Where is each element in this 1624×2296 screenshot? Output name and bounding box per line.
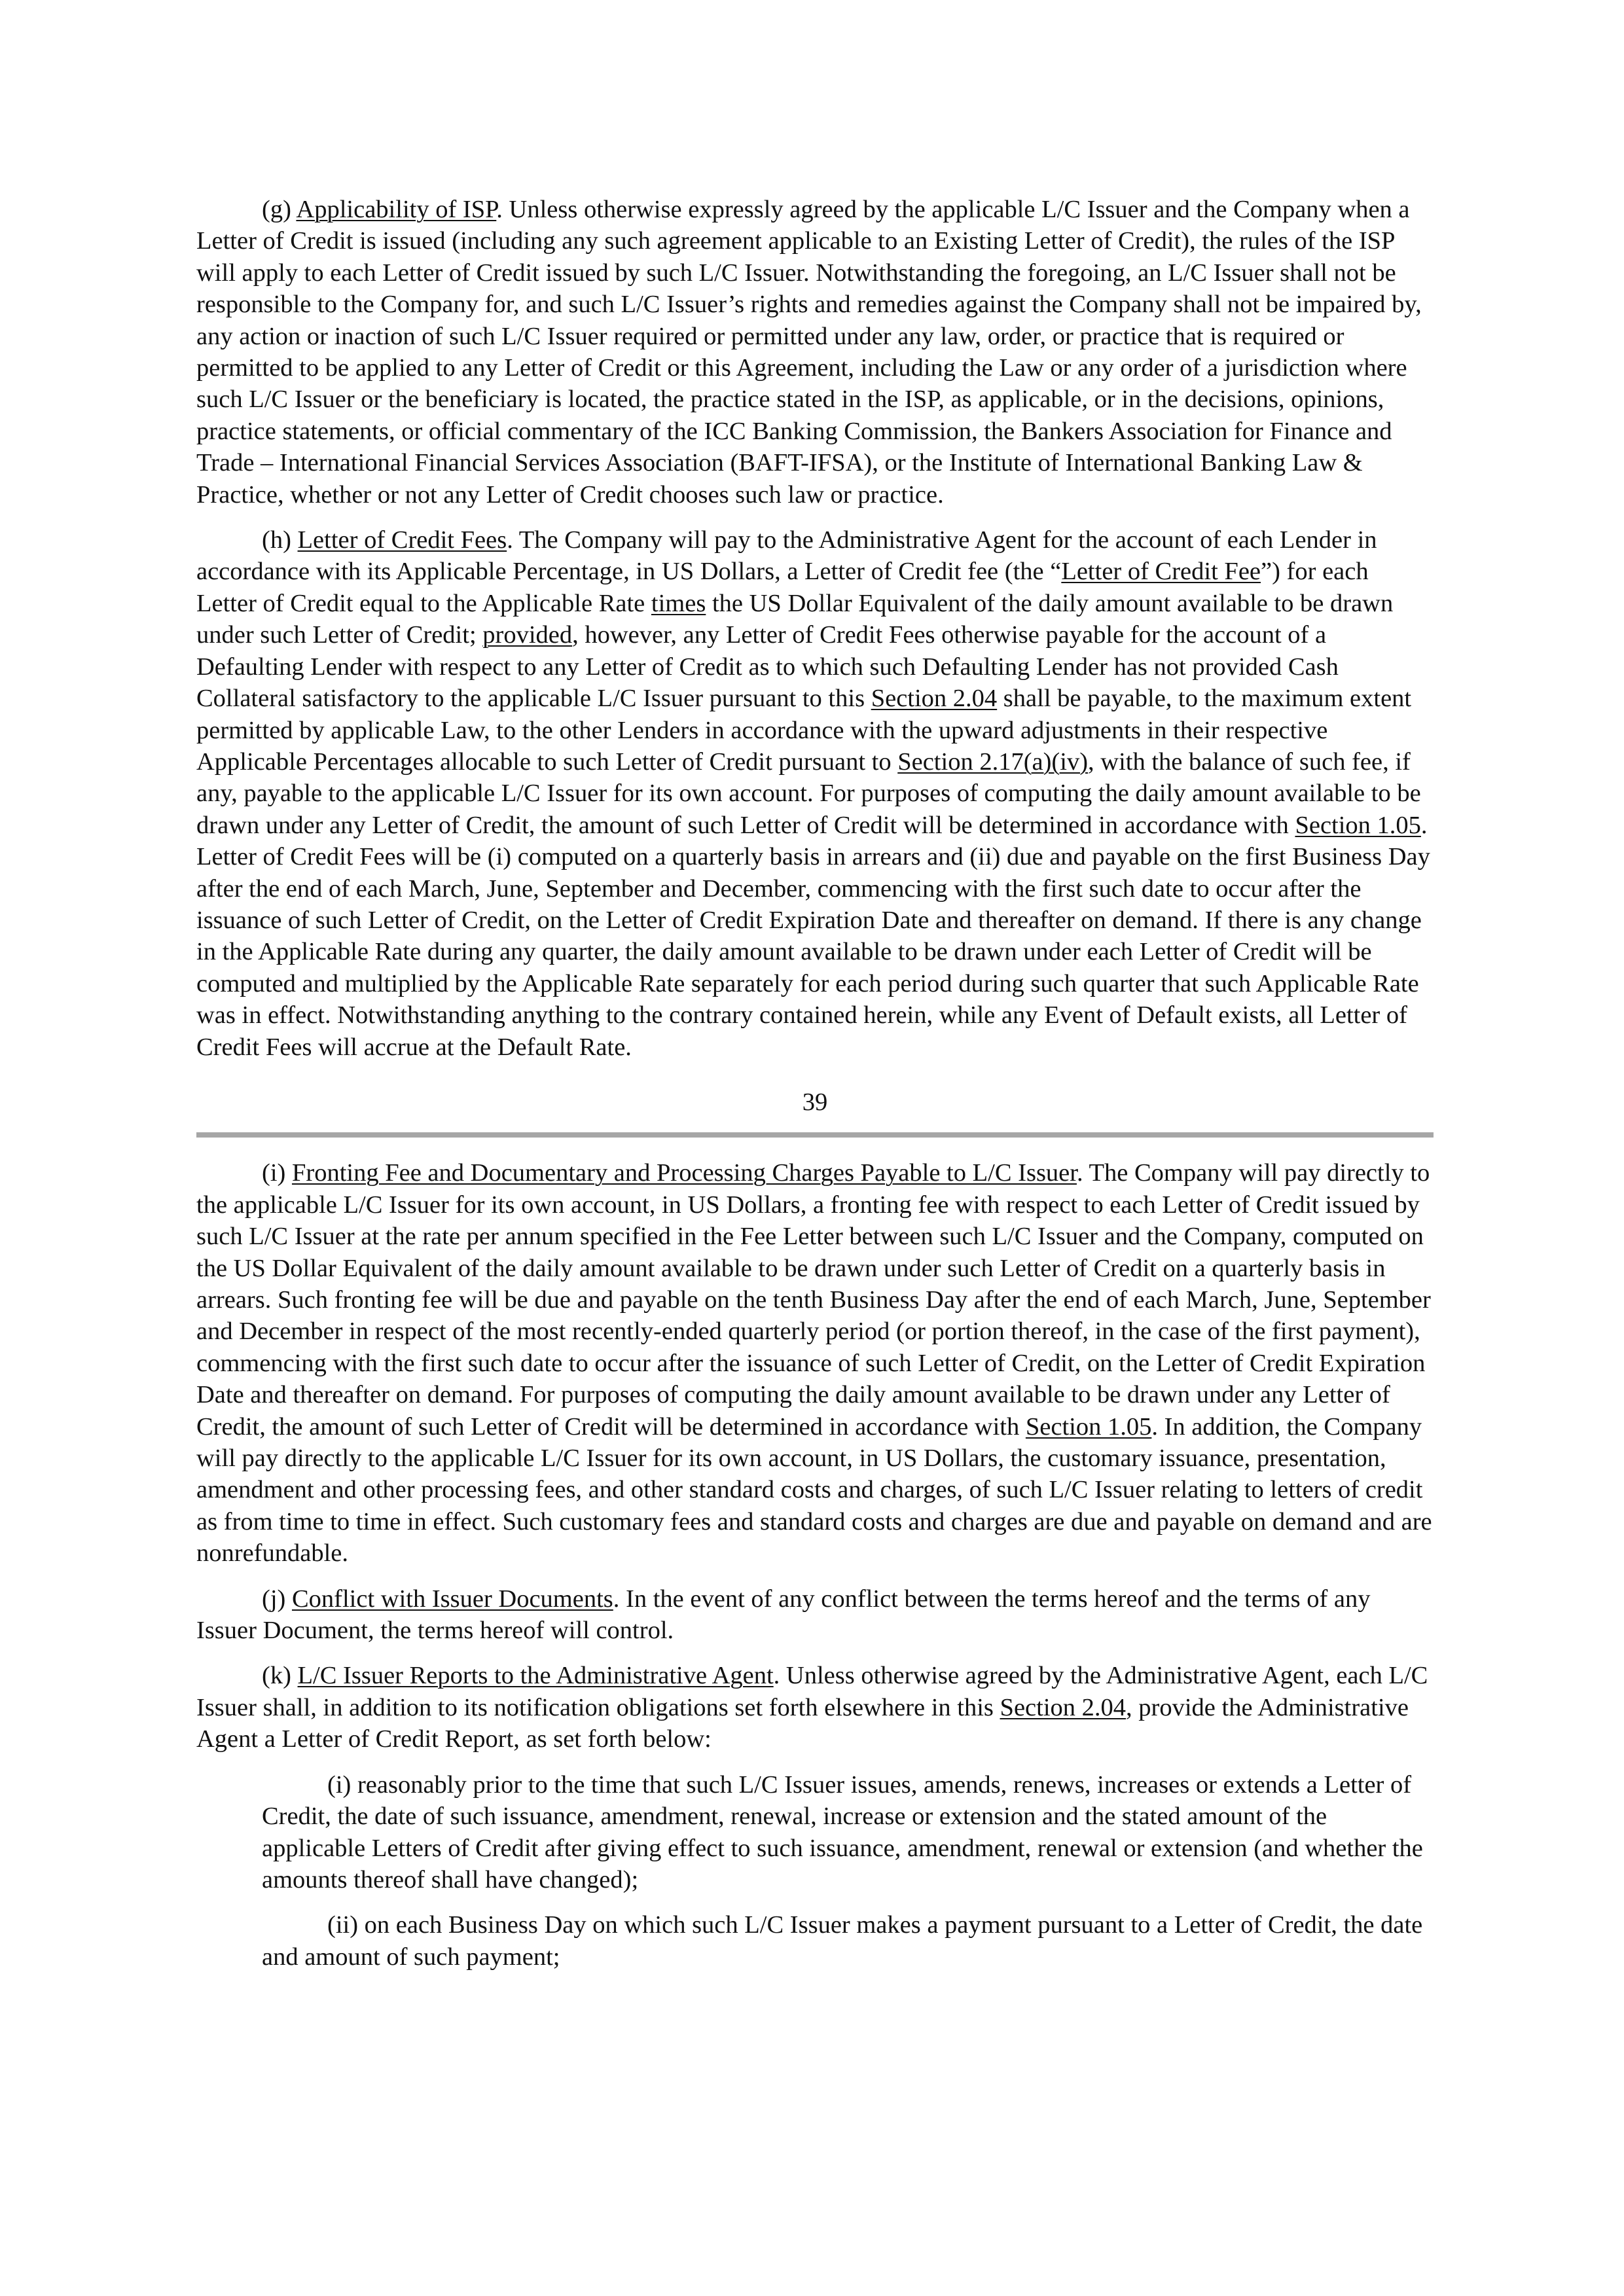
clause-text: . Letter of Credit Fees will be (i) computed on a quarterly basis in arrears and (ii) due and payable on the first Business Day after the end of each March, June, September and December, commencing with the first such date to occur after the issuance of such Letter of Credit, on the Letter of Credit Expiration Date and thereafter on demand. If there is any change in the Applicable Rate during any quarter, the daily amount available to be drawn under each Letter of Credit will be computed and multiplied by the Applicable Rate separately for each period during such quarter that such Applicable Rate was in effect. Notwithstanding anything to the contrary contained herein, while any Event of Default exists, all Letter of Credit Fees will accrue at the Default Rate. [196,811,1430,1061]
clause-h [196,524,1434,1063]
clause-text: . The Company will pay to the Administrative Agent for the account of each Lender in accordance with its Applicable Percentage, in US Dollars, a Letter of Credit fee (the “ [196,526,1377,586]
clause-number: (k) [262,1662,291,1690]
section-reference: Section 1.05 [1295,811,1421,839]
clause-text: , provide the Administrative Agent a Letter of Credit Report, as set forth below: [196,1693,1409,1753]
emphasis-term: times [651,589,706,617]
section-reference: Section 2.04 [871,685,998,713]
subclause-k-ii: (ii) on each Business Day on which such L/C Issuer makes a payment pursuant to a Letter of Credit, the date and amount of such payment; [262,1911,1423,1971]
page-divider [196,1132,1434,1138]
clause-text: the US Dollar Equivalent of the daily amount available to be drawn under such Letter of Credit; [196,589,1394,649]
clause-text: . Unless otherwise agreed by the Administrative Agent, each L/C Issuer shall, in addition to its notification obligations set forth elsewhere in this [196,1662,1428,1721]
clause-number: (i) [262,1159,286,1187]
section-reference: Section 2.17(a)(iv) [897,747,1089,776]
clause-text: . The Company will pay directly to the applicable L/C Issuer for its own account, in US Dollars, a fronting fee with respect to each Letter of Credit issued by such L/C Issuer at the rate per annum specified in the Fee Letter between such L/C Issuer and the Company, computed on the US Dollar Equivalent of the daily amount available to be drawn under such Letter of Credit on a quarterly basis in arrears. Such fronting fee will be due and payable on the tenth Business Day after the end of each March, June, September and December in respect of the most recently-ended quarterly period (or portion thereof, in the case of the first payment), commencing with the first such date to occur after the issuance of such Letter of Credit, on the Letter of Credit Expiration Date and thereafter on demand. For purposes of computing the daily amount available to be drawn under any Letter of Credit, the amount of such Letter of Credit will be determined in accordance with [196,1159,1431,1441]
clause-text: shall be payable, to the maximum extent permitted by applicable Law, to the other Lenders in accordance with the upward adjustments in their respective Applicable Percentages allocable to such Letter of Credit pursuant to [196,685,1412,776]
clause-number: (j) [262,1585,286,1613]
section-reference: Section 1.05 [1025,1412,1152,1441]
clause-number: (h) [262,526,291,554]
defined-term: Letter of Credit Fee [1061,558,1261,586]
clause-heading: Letter of Credit Fees [297,526,507,554]
clause-heading: Fronting Fee and Documentary and Processing Charges Payable to L/C Issuer [291,1159,1077,1187]
clause-j [196,1583,1434,1647]
page-number: 39 [802,1088,828,1116]
clause-text: , however, any Letter of Credit Fees otherwise payable for the account of a Defaulting Lender with respect to any Letter of Credit as to which such Defaulting Lender has not provided Cash Collateral satisfactory to the applicable L/C Issuer pursuant to this [196,621,1339,713]
clause-text: . Unless otherwise expressly agreed by the applicable L/C Issuer and the Company when a Letter of Credit is issued (including any such agreement applicable to an Existing Letter of Credit), the rules of the ISP will apply to each Letter of Credit issued by such L/C Issuer. Notwithstanding the foregoing, an L/C Issuer shall not be responsible to the Company for, and such L/C Issuer’s rights and remedies against the Company shall not be impaired by, any action or inaction of such L/C Issuer required or permitted under any law, order, or practice that is required or permitted to be applied to any Letter of Credit or this Agreement, including the Law or any order of a jurisdiction where such L/C Issuer or the beneficiary is located, the practice stated in the ISP, as applicable, or in the decisions, opinions, practice statements, or official commentary of the ICC Banking Commission, the Bankers Association for Finance and Trade – International Financial Services Association (BAFT-IFSA), or the Institute of International Banking Law & Practice, whether or not any Letter of Credit chooses such law or practice. [196,196,1422,509]
clause-g [196,194,1434,511]
clause-text: , with the balance of such fee, if any, payable to the applicable L/C Issuer for its own account. For purposes of computing the daily amount available to be drawn under any Letter of Credit, the amount of such Letter of Credit will be determined in accordance with [196,747,1421,839]
clause-heading: L/C Issuer Reports to the Administrative Agent [297,1662,774,1690]
clause-text: . In the event of any conflict between the terms hereof and the terms of any Issuer Document, the terms hereof will control. [196,1585,1371,1645]
emphasis-term: provided [482,621,573,649]
clause-i [196,1157,1434,1569]
clause-heading: Applicability of ISP [296,196,497,223]
subclause-k-i: (i) reasonably prior to the time that such L/C Issuer issues, amends, renews, increases or extends a Letter of Credit, the date of such issuance, amendment, renewal, increase or extension and the stated amount of the applicable Letters of Credit after giving effect to such issuance, amendment, renewal or extension (and whether the amounts thereof shall have changed); [262,1770,1423,1893]
clause-text: ”) for each Letter of Credit equal to the Applicable Rate [196,558,1369,617]
section-reference: Section 2.04 [1000,1693,1127,1721]
clause-text: . In addition, the Company will pay directly to the applicable L/C Issuer for its own account, in US Dollars, the customary issuance, presentation, amendment and other processing fees, and other standard costs and charges, of such L/C Issuer relating to letters of credit as from time to time in effect. Such customary fees and standard costs and charges are due and payable on demand and are nonrefundable. [196,1412,1432,1568]
document-page [196,194,1434,1986]
clause-number: (g) [262,196,291,223]
clause-heading: Conflict with Issuer Documents [291,1585,613,1613]
clause-k [196,1660,1434,1755]
